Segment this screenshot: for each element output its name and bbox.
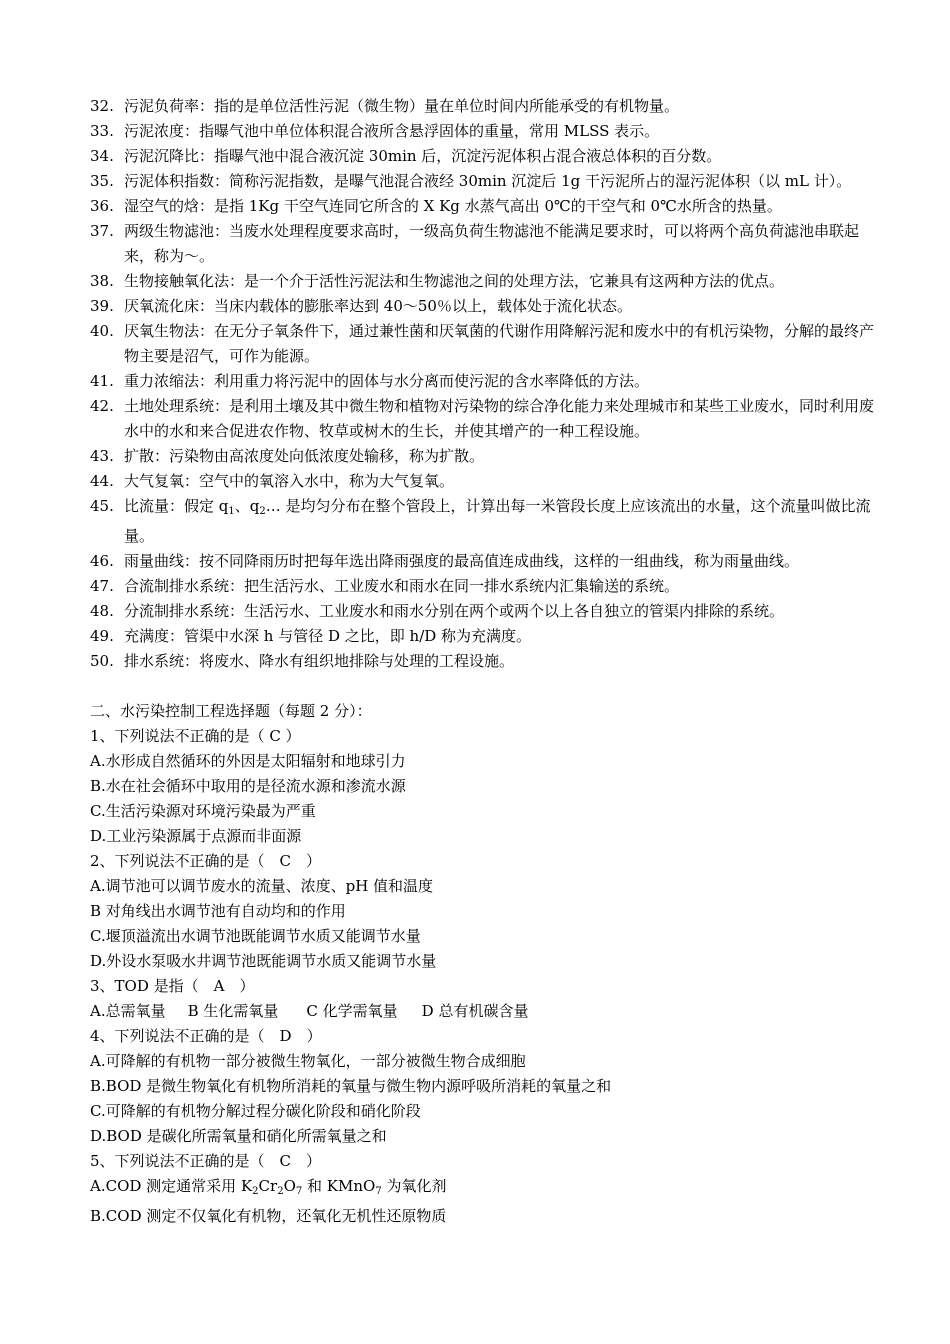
definition-item: 33. 污泥浓度：指曝气池中单位体积混合液所含悬浮固体的重量，常用 MLSS 表示。 xyxy=(90,122,660,140)
definition-item: 39. 厌氧流化床：当床内载体的膨胀率达到 40～50％以上，载体处于流化状态。 xyxy=(90,297,632,315)
definition-item: 37. 两级生物滤池：当废水处理程度要求高时，一级高负荷生物滤池不能满足要求时，可以将两个高负荷滤池串联起来，称为～。 xyxy=(90,222,860,265)
answer-option: D 总有机碳含量 xyxy=(421,1002,529,1020)
definition-item: 42. 土地处理系统：是利用土壤及其中微生物和植物对污染物的综合净化能力来处理城市和某些工业废水，同时利用废水中的水和来合促进农作物、牧草或树木的生长，并使其增产的一种工程设施。 xyxy=(90,397,875,440)
definition-item: 44. 大气复氧：空气中的氧溶入水中，称为大气复氧。 xyxy=(90,472,455,490)
section-title: 二、水污染控制工程选择题（每题 2 分）： xyxy=(90,702,372,720)
question-stem: 5、下列说法不正确的是（ C ） xyxy=(90,1152,322,1170)
document-page xyxy=(90,94,880,1229)
answer-option: A.水形成自然循环的外因是太阳辐射和地球引力 xyxy=(90,752,406,770)
definition-item: 50. 排水系统：将废水、降水有组织地排除与处理的工程设施。 xyxy=(90,652,515,670)
answer-option: A.可降解的有机物一部分被微生物氧化，一部分被微生物合成细胞 xyxy=(90,1052,526,1070)
answer-option: D.外设水泵吸水井调节池既能调节水质又能调节水量 xyxy=(90,952,437,970)
answer-options-row xyxy=(90,999,880,1024)
answer-option: B.COD 测定不仅氧化有机物，还氧化无机性还原物质 xyxy=(90,1207,447,1225)
definition-item: 35. 污泥体积指数：简称污泥指数，是曝气池混合液经 30min 沉淀后 1g 干污泥所占的湿污泥体积（以 mL 计）。 xyxy=(90,172,852,190)
question-stem: 3、TOD 是指（ A ） xyxy=(90,977,255,995)
answer-option: A.调节池可以调节废水的流量、浓度、pH 值和温度 xyxy=(90,877,434,895)
definition-list xyxy=(90,94,880,674)
definition-item: 47. 合流制排水系统：把生活污水、工业废水和雨水在同一排水系统内汇集输送的系统。 xyxy=(90,577,680,595)
question-stem: 2、下列说法不正确的是（ C ） xyxy=(90,852,322,870)
definition-item: 46. 雨量曲线：按不同降雨历时把每年选出降雨强度的最高值连成曲线，这样的一组曲线，称为雨量曲线。 xyxy=(90,552,800,570)
answer-option: A.总需氧量 xyxy=(90,1002,166,1020)
answer-option: A.COD 测定通常采用 $K_2Cr_2O_7$ 和 KMnO$_7$ 为氧化剂 xyxy=(90,1177,447,1197)
spacer xyxy=(90,674,880,699)
answer-option: C.堰顶溢流出水调节池既能调节水质又能调节水量 xyxy=(90,927,421,945)
answer-option: C.生活污染源对环境污染最为严重 xyxy=(90,802,316,820)
answer-option: B.BOD 是微生物氧化有机物所消耗的氧量与微生物内源呼吸所消耗的氧量之和 xyxy=(90,1077,612,1095)
definition-item: 49. 充满度：管渠中水深 h 与管径 D 之比，即 h/D 称为充满度。 xyxy=(90,627,532,645)
answer-option: B 对角线出水调节池有自动均和的作用 xyxy=(90,902,346,920)
definition-item: 41. 重力浓缩法：利用重力将污泥中的固体与水分离而使污泥的含水率降低的方法。 xyxy=(90,372,650,390)
answer-option: C 化学需氧量 xyxy=(306,1002,398,1020)
definition-text-flow: 比流量：假定 $q_1$、$q_2\dots$ 是均匀分布在整个管段上，计算出每一米管段长度上应该流出的水量，这个流量叫做比流量。 xyxy=(124,497,871,545)
question-stem: 1、下列说法不正确的是（ C ） xyxy=(90,727,301,745)
answer-option: D.BOD 是碳化所需氧量和硝化所需氧量之和 xyxy=(90,1127,387,1145)
answer-option: B.水在社会循环中取用的是径流水源和渗流水源 xyxy=(90,777,406,795)
definition-item: 40. 厌氧生物法：在无分子氧条件下，通过兼性菌和厌氧菌的代谢作用降解污泥和废水中的有机污染物，分解的最终产物主要是沼气，可作为能源。 xyxy=(90,322,875,365)
answer-option: B 生化需氧量 xyxy=(187,1002,279,1020)
answer-option: D.工业污染源属于点源而非面源 xyxy=(90,827,302,845)
definition-item: 34. 污泥沉降比：指曝气池中混合液沉淀 30min 后，沉淀污泥体积占混合液总体积的百分数。 xyxy=(90,147,722,165)
definition-item: 36. 湿空气的焓：是指 1Kg 干空气连同它所含的 X Kg 水蒸气高出 0℃的干空气和 0℃水所含的热量。 xyxy=(90,197,782,215)
definition-item: 45. 比流量：假定 $q_1$、$q_2\dots$ 是均匀分布在整个管段上，计算出每一米管段长度上应该流出的水量，这个流量叫做比流量。 xyxy=(90,494,880,549)
definition-item: 32. 污泥负荷率：指的是单位活性污泥（微生物）量在单位时间内所能承受的有机物量。 xyxy=(90,97,680,115)
definition-item: 43. 扩散：污染物由高浓度处向低浓度处输移，称为扩散。 xyxy=(90,447,485,465)
question-stem: 4、下列说法不正确的是（ D ） xyxy=(90,1027,322,1045)
answer-option: C.可降解的有机物分解过程分碳化阶段和硝化阶段 xyxy=(90,1102,421,1120)
definition-item: 48. 分流制排水系统：生活污水、工业废水和雨水分别在两个或两个以上各自独立的管渠内排除的系统。 xyxy=(90,602,785,620)
definition-item: 38. 生物接触氧化法：是一个介于活性污泥法和生物滤池之间的处理方法，它兼具有这两种方法的优点。 xyxy=(90,272,785,290)
